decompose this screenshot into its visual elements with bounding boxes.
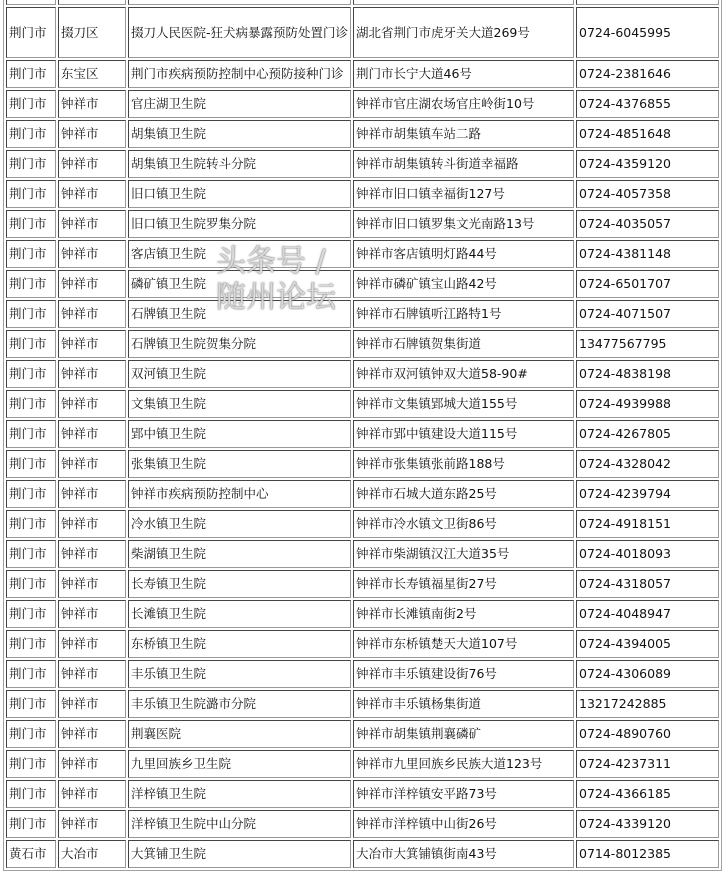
table-row — [6, 840, 719, 868]
district-cell: 钟祥市 — [58, 180, 126, 208]
city-cell: 荆门市 — [6, 480, 56, 508]
city-cell: 荆门市 — [6, 7, 56, 58]
city-cell: 荆门市 — [6, 780, 56, 808]
phone-cell: 0724-4035057 — [576, 210, 719, 238]
address-cell: 钟祥市柴湖镇汉江大道35号 — [353, 540, 574, 568]
table-row — [6, 690, 719, 718]
table-row — [6, 270, 719, 298]
city-cell: 荆门市 — [6, 510, 56, 538]
city-cell: 荆门市 — [6, 300, 56, 328]
clinic-name-cell: 郢中镇卫生院 — [128, 420, 351, 448]
clinic-name-cell — [128, 0, 351, 5]
address-cell: 钟祥市九里回族乡民族大道123号 — [353, 750, 574, 778]
clinic-table-body — [6, 0, 719, 868]
address-cell: 钟祥市石牌镇听江路特1号 — [353, 300, 574, 328]
address-cell: 钟祥市旧口镇罗集文光南路13号 — [353, 210, 574, 238]
phone-cell: 0724-2381646 — [576, 60, 719, 88]
clinic-name-cell: 磷矿镇卫生院 — [128, 270, 351, 298]
table-row — [6, 720, 719, 748]
clinic-name-cell: 长寿镇卫生院 — [128, 570, 351, 598]
city-cell: 荆门市 — [6, 210, 56, 238]
table-row — [6, 570, 719, 598]
phone-cell: 0724-4048947 — [576, 600, 719, 628]
city-cell: 荆门市 — [6, 150, 56, 178]
address-cell: 钟祥市磷矿镇宝山路42号 — [353, 270, 574, 298]
district-cell: 钟祥市 — [58, 600, 126, 628]
district-cell: 钟祥市 — [58, 570, 126, 598]
clinic-name-cell: 胡集镇卫生院 — [128, 120, 351, 148]
district-cell: 东宝区 — [58, 60, 126, 88]
city-cell: 荆门市 — [6, 630, 56, 658]
phone-cell: 0724-4339120 — [576, 810, 719, 838]
address-cell: 钟祥市胡集镇荆襄磷矿 — [353, 720, 574, 748]
address-cell: 湖北省荆门市虎牙关大道269号 — [353, 7, 574, 58]
watermark: 头条号 / 随州论坛 — [216, 244, 336, 315]
clinic-name-cell: 掇刀人民医院-狂犬病暴露预防处置门诊 — [128, 7, 351, 58]
clinic-name-cell: 胡集镇卫生院转斗分院 — [128, 150, 351, 178]
phone-cell: 0724-4267805 — [576, 420, 719, 448]
district-cell: 钟祥市 — [58, 330, 126, 358]
phone-cell: 0724-4838198 — [576, 360, 719, 388]
phone-cell: 0724-4366185 — [576, 780, 719, 808]
city-cell: 荆门市 — [6, 60, 56, 88]
clinic-table — [3, 0, 722, 871]
phone-cell: 0724-4359120 — [576, 150, 719, 178]
address-cell: 钟祥市洋梓镇安平路73号 — [353, 780, 574, 808]
clinic-name-cell: 长滩镇卫生院 — [128, 600, 351, 628]
table-row — [6, 360, 719, 388]
phone-cell: 0724-4318057 — [576, 570, 719, 598]
city-cell: 荆门市 — [6, 270, 56, 298]
city-cell: 荆门市 — [6, 570, 56, 598]
table-row — [6, 540, 719, 568]
phone-cell — [576, 0, 719, 5]
table-row — [6, 150, 719, 178]
table-row — [6, 90, 719, 118]
clinic-name-cell: 东桥镇卫生院 — [128, 630, 351, 658]
district-cell — [58, 0, 126, 5]
clinic-name-cell: 丰乐镇卫生院潞市分院 — [128, 690, 351, 718]
table-row — [6, 780, 719, 808]
address-cell: 钟祥市洋梓镇中山街26号 — [353, 810, 574, 838]
clinic-name-cell: 旧口镇卫生院 — [128, 180, 351, 208]
phone-cell: 0724-4376855 — [576, 90, 719, 118]
table-row — [6, 180, 719, 208]
table-row — [6, 0, 719, 5]
clinic-name-cell: 旧口镇卫生院罗集分院 — [128, 210, 351, 238]
address-cell: 荆门市长宁大道46号 — [353, 60, 574, 88]
clinic-name-cell: 张集镇卫生院 — [128, 450, 351, 478]
city-cell: 荆门市 — [6, 180, 56, 208]
clinic-name-cell: 柴湖镇卫生院 — [128, 540, 351, 568]
table-row — [6, 240, 719, 268]
district-cell: 钟祥市 — [58, 390, 126, 418]
phone-cell: 0724-4890760 — [576, 720, 719, 748]
address-cell: 钟祥市旧口镇幸福街127号 — [353, 180, 574, 208]
address-cell: 钟祥市东桥镇楚天大道107号 — [353, 630, 574, 658]
city-cell: 荆门市 — [6, 810, 56, 838]
city-cell: 荆门市 — [6, 360, 56, 388]
phone-cell: 13477567795 — [576, 330, 719, 358]
city-cell: 荆门市 — [6, 660, 56, 688]
district-cell: 钟祥市 — [58, 90, 126, 118]
district-cell: 钟祥市 — [58, 210, 126, 238]
city-cell: 荆门市 — [6, 90, 56, 118]
city-cell: 荆门市 — [6, 600, 56, 628]
clinic-name-cell: 洋梓镇卫生院 — [128, 780, 351, 808]
table-row — [6, 660, 719, 688]
phone-cell: 0724-4306089 — [576, 660, 719, 688]
clinic-name-cell: 石牌镇卫生院贺集分院 — [128, 330, 351, 358]
address-cell: 钟祥市丰乐镇建设街76号 — [353, 660, 574, 688]
phone-cell: 0724-4394005 — [576, 630, 719, 658]
phone-cell: 13217242885 — [576, 690, 719, 718]
city-cell — [6, 0, 56, 5]
district-cell: 钟祥市 — [58, 270, 126, 298]
table-row — [6, 330, 719, 358]
clinic-name-cell: 双河镇卫生院 — [128, 360, 351, 388]
table-row — [6, 300, 719, 328]
address-cell: 钟祥市石城大道东路25号 — [353, 480, 574, 508]
city-cell: 荆门市 — [6, 750, 56, 778]
table-row — [6, 390, 719, 418]
city-cell: 荆门市 — [6, 330, 56, 358]
city-cell: 荆门市 — [6, 720, 56, 748]
table-row — [6, 450, 719, 478]
phone-cell: 0714-8012385 — [576, 840, 719, 868]
clinic-name-cell: 石牌镇卫生院 — [128, 300, 351, 328]
address-cell: 钟祥市丰乐镇杨集街道 — [353, 690, 574, 718]
clinic-name-cell: 丰乐镇卫生院 — [128, 660, 351, 688]
city-cell: 荆门市 — [6, 420, 56, 448]
clinic-name-cell: 客店镇卫生院 — [128, 240, 351, 268]
address-cell: 钟祥市长寿镇福星街27号 — [353, 570, 574, 598]
address-cell: 大冶市大箕铺镇街南43号 — [353, 840, 574, 868]
city-cell: 荆门市 — [6, 120, 56, 148]
phone-cell: 0724-4851648 — [576, 120, 719, 148]
city-cell: 荆门市 — [6, 390, 56, 418]
table-wrapper — [3, 0, 722, 871]
address-cell: 钟祥市郢中镇建设大道115号 — [353, 420, 574, 448]
phone-cell: 0724-4239794 — [576, 480, 719, 508]
city-cell: 黄石市 — [6, 840, 56, 868]
table-row — [6, 480, 719, 508]
district-cell: 钟祥市 — [58, 780, 126, 808]
district-cell: 钟祥市 — [58, 660, 126, 688]
table-row — [6, 510, 719, 538]
district-cell: 掇刀区 — [58, 7, 126, 58]
clinic-name-cell: 九里回族乡卫生院 — [128, 750, 351, 778]
district-cell: 钟祥市 — [58, 720, 126, 748]
table-row — [6, 120, 719, 148]
table-row — [6, 750, 719, 778]
clinic-name-cell: 文集镇卫生院 — [128, 390, 351, 418]
clinic-name-cell: 钟祥市疾病预防控制中心 — [128, 480, 351, 508]
phone-cell: 0724-4071507 — [576, 300, 719, 328]
district-cell: 钟祥市 — [58, 450, 126, 478]
address-cell: 钟祥市冷水镇文卫街86号 — [353, 510, 574, 538]
district-cell: 钟祥市 — [58, 120, 126, 148]
phone-cell: 0724-4381148 — [576, 240, 719, 268]
district-cell: 钟祥市 — [58, 630, 126, 658]
district-cell: 钟祥市 — [58, 420, 126, 448]
phone-cell: 0724-4918151 — [576, 510, 719, 538]
district-cell: 钟祥市 — [58, 300, 126, 328]
district-cell: 钟祥市 — [58, 150, 126, 178]
address-cell — [353, 0, 574, 5]
district-cell: 钟祥市 — [58, 240, 126, 268]
address-cell: 钟祥市张集镇张前路188号 — [353, 450, 574, 478]
district-cell: 钟祥市 — [58, 360, 126, 388]
clinic-name-cell: 大箕铺卫生院 — [128, 840, 351, 868]
table-row — [6, 600, 719, 628]
phone-cell: 0724-6501707 — [576, 270, 719, 298]
table-row — [6, 420, 719, 448]
table-row — [6, 630, 719, 658]
address-cell: 钟祥市长滩镇南街2号 — [353, 600, 574, 628]
city-cell: 荆门市 — [6, 240, 56, 268]
district-cell: 钟祥市 — [58, 810, 126, 838]
table-row — [6, 210, 719, 238]
city-cell: 荆门市 — [6, 450, 56, 478]
address-cell: 钟祥市文集镇郢城大道155号 — [353, 390, 574, 418]
phone-cell: 0724-4328042 — [576, 450, 719, 478]
clinic-name-cell: 洋梓镇卫生院中山分院 — [128, 810, 351, 838]
district-cell: 钟祥市 — [58, 480, 126, 508]
phone-cell: 0724-4237311 — [576, 750, 719, 778]
city-cell: 荆门市 — [6, 690, 56, 718]
address-cell: 钟祥市客店镇明灯路44号 — [353, 240, 574, 268]
clinic-name-cell: 荆襄医院 — [128, 720, 351, 748]
phone-cell: 0724-4057358 — [576, 180, 719, 208]
district-cell: 钟祥市 — [58, 690, 126, 718]
district-cell: 大冶市 — [58, 840, 126, 868]
phone-cell: 0724-4939988 — [576, 390, 719, 418]
address-cell: 钟祥市石牌镇贺集街道 — [353, 330, 574, 358]
address-cell: 钟祥市胡集镇车站二路 — [353, 120, 574, 148]
table-row — [6, 7, 719, 58]
address-cell: 钟祥市官庄湖农场官庄岭街10号 — [353, 90, 574, 118]
phone-cell: 0724-4018093 — [576, 540, 719, 568]
district-cell: 钟祥市 — [58, 510, 126, 538]
district-cell: 钟祥市 — [58, 750, 126, 778]
address-cell: 钟祥市胡集镇转斗街道幸福路 — [353, 150, 574, 178]
table-row — [6, 810, 719, 838]
phone-cell: 0724-6045995 — [576, 7, 719, 58]
city-cell: 荆门市 — [6, 540, 56, 568]
address-cell: 钟祥市双河镇钟双大道58-90# — [353, 360, 574, 388]
clinic-name-cell: 冷水镇卫生院 — [128, 510, 351, 538]
clinic-name-cell: 荆门市疾病预防控制中心预防接种门诊 — [128, 60, 351, 88]
table-row — [6, 60, 719, 88]
district-cell: 钟祥市 — [58, 540, 126, 568]
clinic-name-cell: 官庄湖卫生院 — [128, 90, 351, 118]
